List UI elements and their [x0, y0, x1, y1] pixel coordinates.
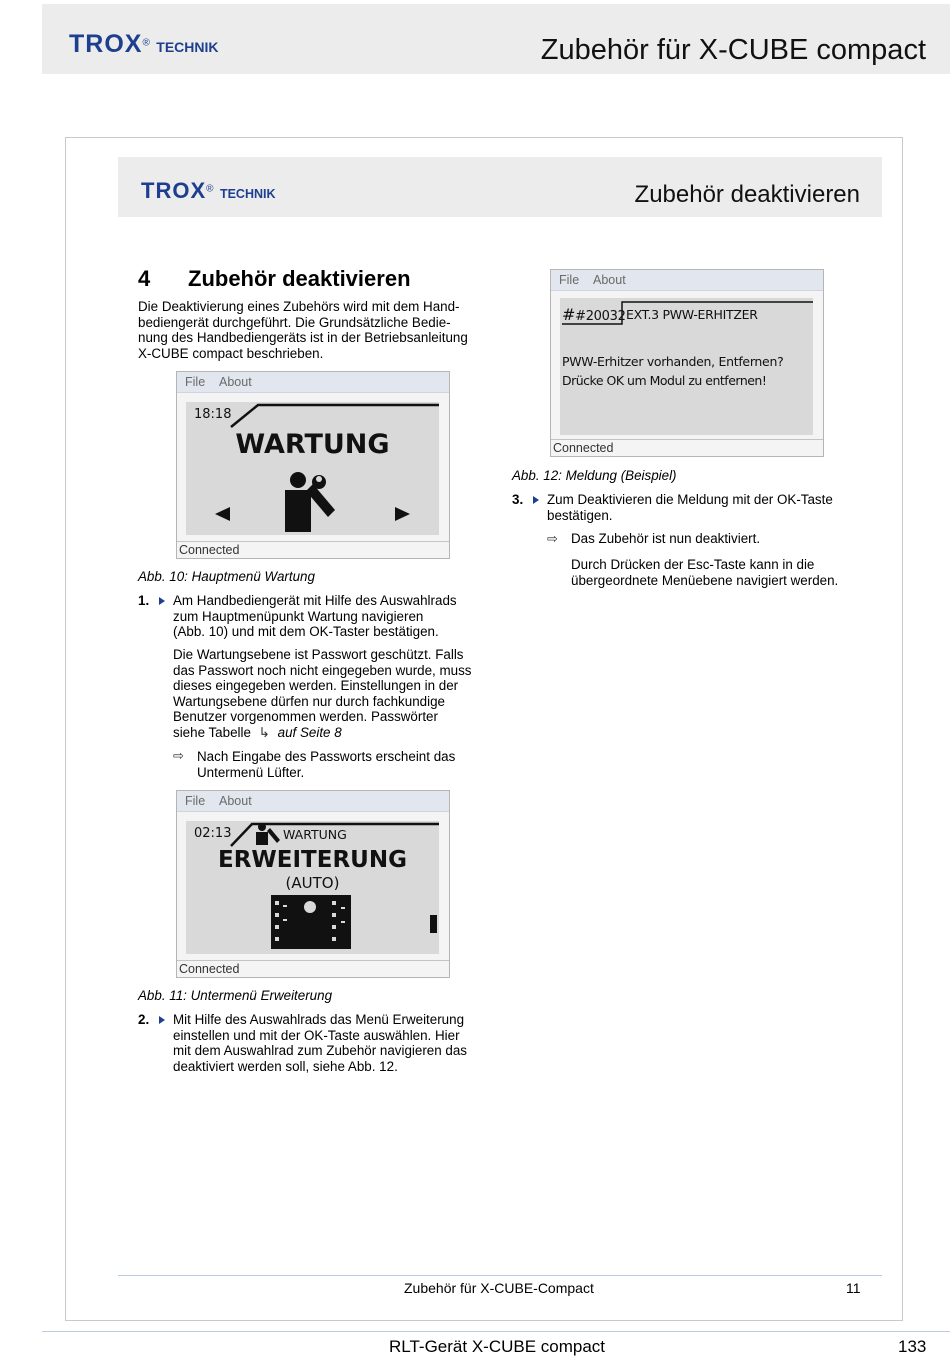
window-menubar [177, 791, 449, 812]
lcd-heading: WARTUNG [235, 429, 390, 460]
step-line: Mit Hilfe des Auswahlrads das Menü Erweiterung [173, 1012, 465, 1027]
lcd-header-line [560, 298, 813, 328]
window-menubar [551, 270, 823, 291]
figure-caption: Abb. 11: Untermenü Erweiterung [138, 988, 333, 1003]
window-menubar [177, 372, 449, 393]
right-arrow-icon [395, 507, 410, 521]
note-line: Durch Drücken der Esc-Taste kann in die [571, 557, 815, 572]
figure-caption: Abb. 10: Hauptmenü Wartung [138, 569, 315, 584]
step-line: (Abb. 10) und mit dem OK-Taster bestätigen. [173, 624, 439, 640]
page-reference-link[interactable]: auf Seite 8 [277, 724, 342, 740]
embedded-footer-rule [118, 1275, 882, 1276]
intro-line: bediengerät durchgeführt. Die Grundsätzliche Bedie- [138, 314, 451, 330]
step-line: bestätigen. [547, 507, 613, 523]
lcd-message-line: PWW-Erhitzer vorhanden, Entfernen? [562, 354, 784, 369]
step-arrow-icon [159, 1016, 165, 1024]
step-arrow-icon [533, 496, 539, 504]
lcd-screen [186, 402, 439, 535]
step-number: 3. [512, 492, 524, 507]
embedded-page-title: Zubehör deaktivieren [634, 181, 860, 208]
link-arrow-icon: ↳ [258, 724, 270, 740]
trox-logo: TROX® TECHNIK [141, 178, 276, 203]
footer-title: RLT-Gerät X-CUBE compact [389, 1337, 606, 1356]
result-line: Untermenü Lüfter. [197, 764, 305, 780]
result-line: Nach Eingabe des Passworts erscheint das [197, 749, 456, 764]
embedded-footer-title: Zubehör für X-CUBE-Compact [404, 1280, 594, 1296]
menu-about[interactable]: About [593, 273, 626, 287]
lcd-sub: (AUTO) [285, 874, 340, 892]
menu-about[interactable]: About [219, 375, 252, 389]
step-line: deaktiviert werden soll, siehe Abb. 12. [173, 1058, 398, 1074]
menu-file[interactable]: File [185, 375, 206, 389]
intro-line: nung des Handbediengeräts ist in der Betriebsanleitung [138, 330, 468, 346]
connection-status: Connected [553, 441, 614, 455]
note-line: das Passwort noch nicht eingegeben wurde, muss [173, 662, 472, 678]
embedded-page-header [118, 157, 882, 217]
section-intro [138, 299, 498, 361]
menu-file[interactable]: File [185, 794, 206, 808]
page-title: Zubehör für X-CUBE compact [540, 34, 926, 66]
menu-file[interactable]: File [559, 273, 580, 287]
device-unit-icon [271, 895, 351, 949]
note-line [173, 725, 503, 741]
lcd-module-name: EXT.3 PWW-ERHITZER [626, 307, 758, 322]
result-arrow-icon: ⇨ [173, 748, 184, 763]
step-line: zum Hauptmenüpunkt Wartung navigieren [173, 608, 424, 624]
step-3-note [571, 557, 871, 588]
lcd-header-line [186, 402, 439, 432]
intro-line: X-CUBE compact beschrieben. [138, 345, 324, 361]
step-3-result: Das Zubehör ist nun deaktiviert. [571, 531, 761, 546]
lcd-screen [186, 821, 439, 954]
step-number: 1. [138, 593, 150, 608]
intro-line: Die Deaktivierung eines Zubehörs wird mit dem Hand- [138, 299, 460, 314]
lcd-screen [560, 298, 813, 435]
embedded-page-number: 11 [846, 1280, 861, 1296]
note-line: Wartungsebene dürfen nur durch fachkundige [173, 693, 445, 709]
screenshot-meldung [550, 269, 824, 457]
connection-status: Connected [179, 543, 240, 557]
step-line: Zum Deaktivieren die Meldung mit der OK-Taste [547, 492, 833, 507]
service-technician-icon [256, 823, 280, 845]
step-1-note [173, 647, 503, 741]
trox-logo: TROX® TECHNIK [69, 30, 219, 58]
step-line: Am Handbediengerät mit Hilfe des Auswahlrads [173, 593, 457, 608]
step-number: 2. [138, 1012, 150, 1027]
page-header [42, 4, 950, 74]
connection-status: Connected [179, 962, 240, 976]
note-line: Benutzer vorgenommen werden. Passwörter [173, 709, 438, 725]
lcd-heading: ERWEITERUNG [218, 847, 407, 873]
lcd-time: 18:18 [194, 407, 232, 422]
page-number: 133 [898, 1337, 927, 1356]
note-text: siehe Tabelle [173, 724, 251, 740]
service-technician-icon [285, 472, 335, 532]
screenshot-untermenue-erweiterung [176, 790, 450, 978]
lcd-unit-graphic [186, 891, 439, 953]
note-line: dieses eingegeben werden. Einstellungen in der [173, 678, 459, 694]
lcd-time: 02:13 [194, 826, 232, 841]
left-arrow-icon [215, 507, 230, 521]
lcd-message-line: Drücke OK um Modul zu entfernen! [562, 373, 767, 388]
step-line: mit dem Auswahlrad zum Zubehör navigieren das [173, 1043, 467, 1059]
lcd-subtitle: WARTUNG [283, 827, 347, 842]
figure-caption: Abb. 12: Meldung (Beispiel) [512, 468, 677, 483]
lcd-code: ##20032 [562, 305, 626, 324]
result-arrow-icon: ⇨ [547, 531, 558, 546]
step-arrow-icon [159, 597, 165, 605]
step-2-text [173, 1012, 503, 1074]
note-line: Die Wartungsebene ist Passwort geschützt. Falls [173, 647, 464, 662]
scroll-indicator-icon [430, 915, 437, 933]
lcd-icons [186, 462, 439, 532]
step-3-text [547, 492, 867, 523]
section-title: Zubehör deaktivieren [188, 266, 411, 291]
section-number: 4 [138, 266, 151, 291]
step-1-result [197, 749, 497, 780]
menu-about[interactable]: About [219, 794, 252, 808]
screenshot-hauptmenue-wartung [176, 371, 450, 559]
note-line: übergeordnete Menüebene navigiert werden. [571, 572, 839, 588]
footer-rule [42, 1331, 950, 1332]
step-1-text [173, 593, 503, 640]
step-line: einstellen und mit der OK-Taste auswählen. Hier [173, 1027, 460, 1043]
